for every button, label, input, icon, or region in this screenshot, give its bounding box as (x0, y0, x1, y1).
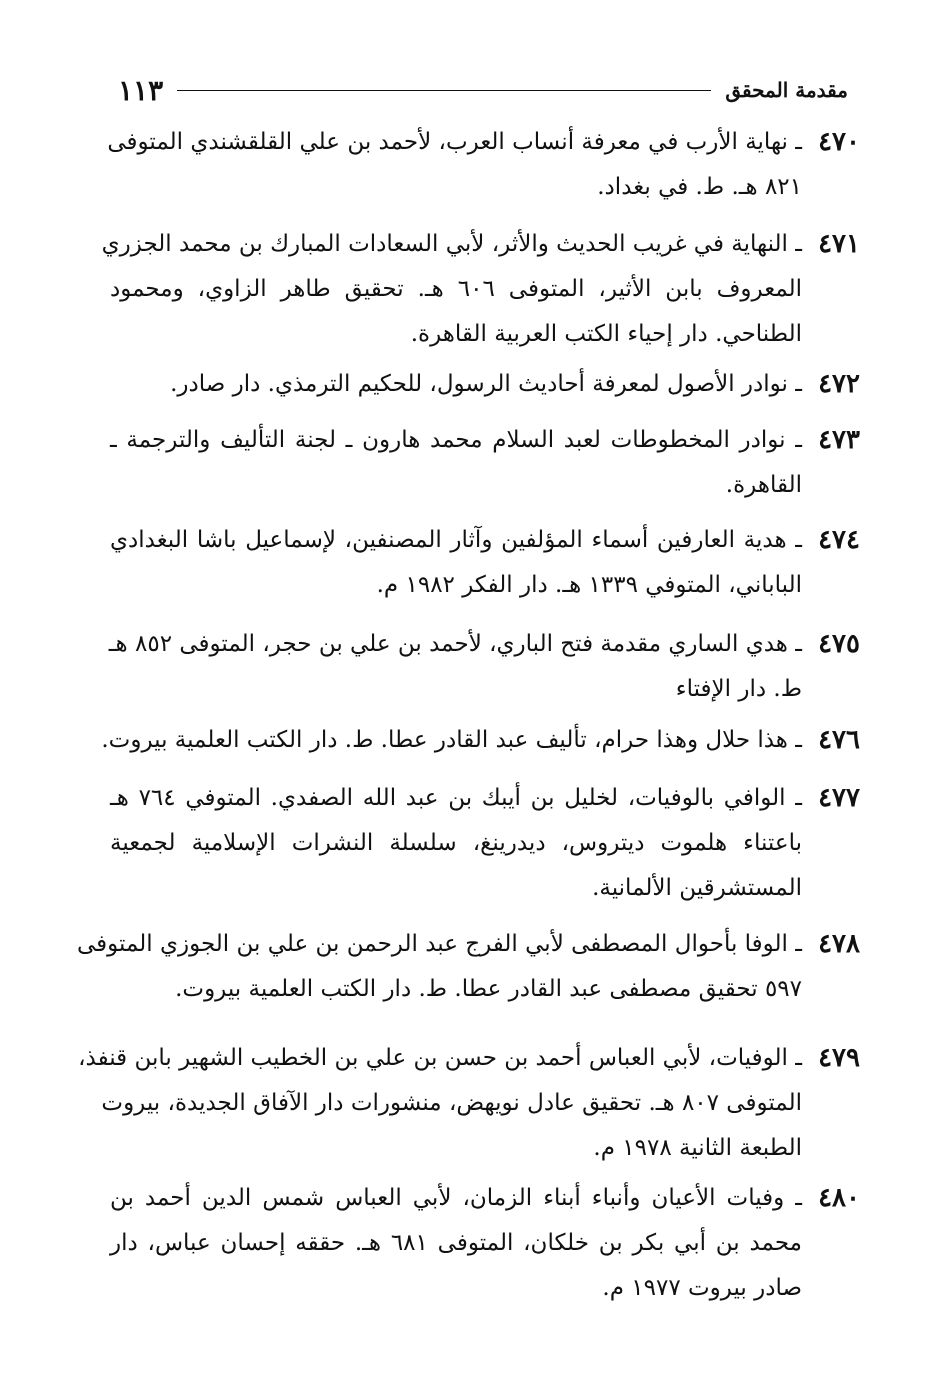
entry-line: الطبعة الثانية ١٩٧٨ م. (593, 1135, 802, 1161)
entry-470 (107, 120, 860, 210)
entry-number: ٤٧٩ (818, 1043, 860, 1073)
entry-number: ٤٧٥ (818, 629, 860, 659)
entry-number: ٤٨٠ (818, 1183, 860, 1213)
entry-number: ٤٧٢ (818, 369, 860, 399)
entry-line: ٥٩٧ تحقيق مصطفى عبد القادر عطا. ط. دار الكتب العلمية بيروت. (175, 976, 802, 1002)
entry-line: ط. دار الإفتاء (675, 676, 802, 702)
entry-line: ـ الوافي بالوفيات، لخليل بن أيبك بن عبد الله الصفدي. المتوفي ٧٦٤ هـ (110, 785, 802, 811)
entry-line: ـ الوفا بأحوال المصطفى لأبي الفرج عبد الرحمن بن علي بن الجوزي المتوفى (76, 931, 802, 957)
entry-line: ـ هذا حلال وهذا حرام، تأليف عبد القادر عطا. ط. دار الكتب العلمية بيروت. (101, 727, 802, 753)
entry-line: صادر بيروت ١٩٧٧ م. (602, 1275, 802, 1301)
page-number: ١١٣ (118, 73, 164, 107)
page-header (118, 72, 848, 108)
entry-line: الطناحي. دار إحياء الكتب العربية القاهرة. (410, 321, 802, 347)
entry-line: القاهرة. (725, 472, 802, 498)
entry-475 (110, 622, 860, 712)
entry-number: ٤٧٧ (818, 783, 860, 813)
entry-line: ـ نوادر المخطوطات لعبد السلام محمد هارون ـ لجنة التأليف والترجمة ـ (110, 427, 802, 453)
entry-line: الباباني، المتوفي ١٣٣٩ هـ. دار الفكر ١٩٨٢ م. (376, 572, 802, 598)
entry-line: ـ الوفيات، لأبي العباس أحمد بن حسن بن علي بن الخطيب الشهير بابن قنفذ، (78, 1045, 802, 1071)
entry-line: المتوفى ٨٠٧ هـ. تحقيق عادل نويهض، منشورات دار الآفاق الجديدة، بيروت (101, 1090, 802, 1116)
entry-line: ـ هدية العارفين أسماء المؤلفين وآثار المصنفين، لإسماعيل باشا البغدادي (110, 527, 802, 553)
running-title: مقدمة المحقق (725, 78, 848, 102)
entry-line: ـ نهاية الأرب في معرفة أنساب العرب، لأحمد بن علي القلقشندي المتوفى (107, 129, 802, 155)
entry-478 (76, 922, 860, 1012)
entry-line: ـ نوادر الأصول لمعرفة أحاديث الرسول، للحكيم الترمذي. دار صادر. (170, 371, 802, 397)
entry-474 (110, 518, 860, 608)
entry-number: ٤٧٨ (818, 929, 860, 959)
entry-472 (110, 362, 860, 407)
entry-476 (101, 718, 860, 763)
entry-473 (110, 418, 860, 508)
entry-477 (110, 776, 860, 911)
header-rule (177, 90, 711, 91)
entry-number: ٤٧٣ (818, 425, 860, 455)
entry-line: المستشرقين الألمانية. (592, 875, 802, 901)
entry-line: ـ هدي الساري مقدمة فتح الباري، لأحمد بن علي بن حجر، المتوفى ٨٥٢ هـ (108, 631, 802, 657)
entry-line: ـ النهاية في غريب الحديث والأثر، لأبي السعادات المبارك بن محمد الجزري (101, 231, 802, 257)
entry-number: ٤٧٠ (818, 127, 860, 157)
entry-number: ٤٧١ (818, 229, 860, 259)
entry-number: ٤٧٤ (818, 525, 860, 555)
entry-479 (78, 1036, 860, 1171)
entry-471 (101, 222, 860, 357)
entry-line: ٨٢١ هـ. ط. في بغداد. (597, 174, 802, 200)
entry-480 (110, 1176, 860, 1311)
entry-line: محمد بن أبي بكر بن خلكان، المتوفى ٦٨١ هـ. حققه إحسان عباس، دار (110, 1230, 802, 1256)
entry-line: المعروف بابن الأثير، المتوفى ٦٠٦ هـ. تحقيق طاهر الزاوي، ومحمود (110, 276, 803, 302)
entry-line: باعتناء هلموت ديتروس، ديدرينغ، سلسلة النشرات الإسلامية لجمعية (110, 830, 802, 856)
entry-number: ٤٧٦ (818, 725, 860, 755)
entry-line: ـ وفيات الأعيان وأنباء أبناء الزمان، لأبي العباس شمس الدين أحمد بن (110, 1185, 802, 1211)
